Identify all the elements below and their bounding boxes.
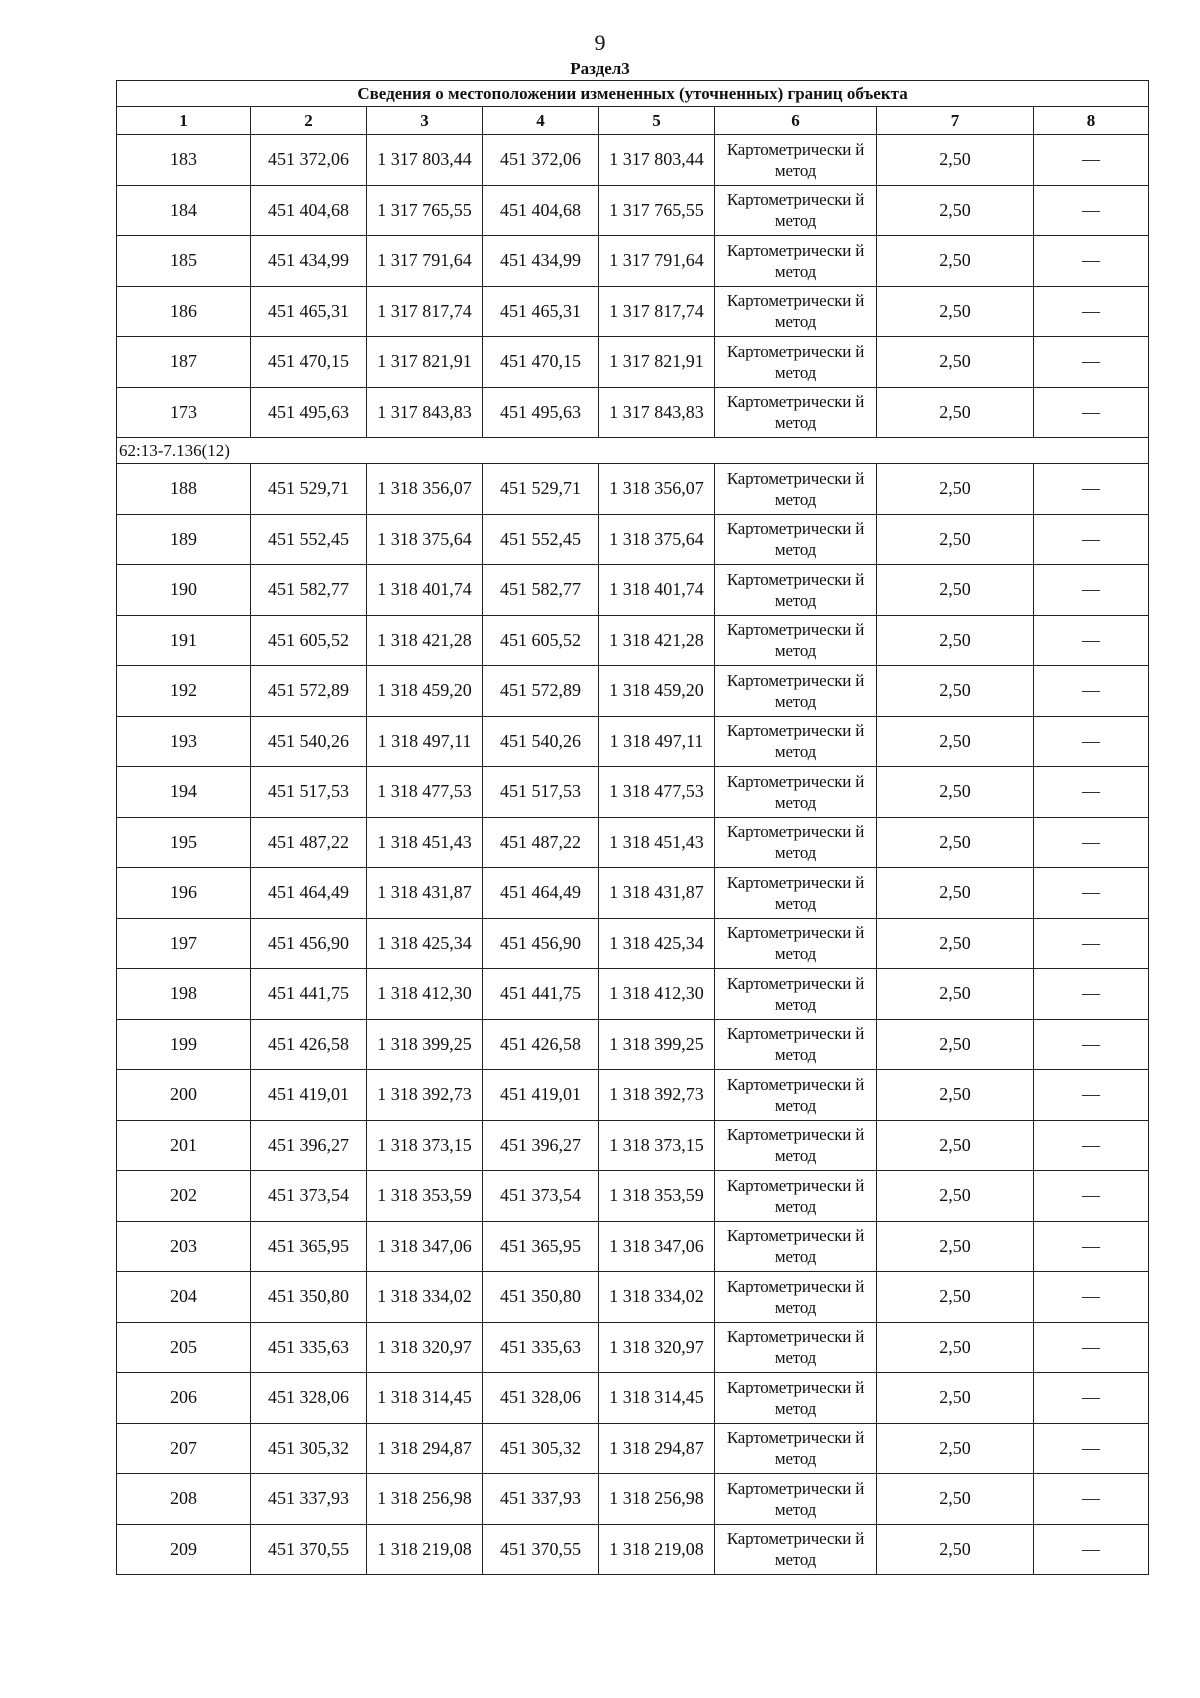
table-row bbox=[117, 337, 1149, 388]
cell-accuracy: 2,50 bbox=[877, 514, 1034, 565]
cell-new-x: 451 441,75 bbox=[483, 969, 599, 1020]
cell-point-number: 194 bbox=[117, 767, 251, 818]
table-row bbox=[117, 1070, 1149, 1121]
table-row bbox=[117, 565, 1149, 616]
column-header: 7 bbox=[877, 107, 1034, 135]
cell-old-y: 1 318 425,34 bbox=[367, 918, 483, 969]
cell-accuracy: 2,50 bbox=[877, 1221, 1034, 1272]
cell-old-x: 451 328,06 bbox=[251, 1373, 367, 1424]
table-row bbox=[117, 918, 1149, 969]
cell-new-x: 451 426,58 bbox=[483, 1019, 599, 1070]
cell-method: Картометрически й метод bbox=[715, 1524, 877, 1575]
cell-point-number: 193 bbox=[117, 716, 251, 767]
cell-new-y: 1 318 375,64 bbox=[599, 514, 715, 565]
cell-old-x: 451 419,01 bbox=[251, 1070, 367, 1121]
cell-point-number: 183 bbox=[117, 135, 251, 186]
cell-new-x: 451 350,80 bbox=[483, 1272, 599, 1323]
column-header: 5 bbox=[599, 107, 715, 135]
cell-description: — bbox=[1034, 1070, 1149, 1121]
cell-old-y: 1 318 497,11 bbox=[367, 716, 483, 767]
cell-point-number: 196 bbox=[117, 868, 251, 919]
cell-new-x: 451 605,52 bbox=[483, 615, 599, 666]
cell-method: Картометрически й метод bbox=[715, 767, 877, 818]
cell-old-x: 451 434,99 bbox=[251, 236, 367, 287]
cell-method: Картометрически й метод bbox=[715, 1120, 877, 1171]
cell-new-x: 451 464,49 bbox=[483, 868, 599, 919]
cell-new-x: 451 305,32 bbox=[483, 1423, 599, 1474]
cell-new-x: 451 396,27 bbox=[483, 1120, 599, 1171]
cell-description: — bbox=[1034, 337, 1149, 388]
cell-method: Картометрически й метод bbox=[715, 1423, 877, 1474]
cell-new-y: 1 317 803,44 bbox=[599, 135, 715, 186]
cell-description: — bbox=[1034, 464, 1149, 515]
cell-accuracy: 2,50 bbox=[877, 1322, 1034, 1373]
cell-description: — bbox=[1034, 185, 1149, 236]
cell-accuracy: 2,50 bbox=[877, 1423, 1034, 1474]
cell-accuracy: 2,50 bbox=[877, 1272, 1034, 1323]
cell-old-x: 451 470,15 bbox=[251, 337, 367, 388]
cell-new-y: 1 318 334,02 bbox=[599, 1272, 715, 1323]
cell-accuracy: 2,50 bbox=[877, 1373, 1034, 1424]
cell-old-y: 1 317 817,74 bbox=[367, 286, 483, 337]
cell-point-number: 202 bbox=[117, 1171, 251, 1222]
table-header-row bbox=[117, 107, 1149, 135]
cell-accuracy: 2,50 bbox=[877, 464, 1034, 515]
cell-accuracy: 2,50 bbox=[877, 868, 1034, 919]
cell-old-y: 1 318 294,87 bbox=[367, 1423, 483, 1474]
cell-old-y: 1 318 353,59 bbox=[367, 1171, 483, 1222]
table-row bbox=[117, 1524, 1149, 1575]
cell-new-x: 451 487,22 bbox=[483, 817, 599, 868]
table-row bbox=[117, 716, 1149, 767]
cell-new-x: 451 404,68 bbox=[483, 185, 599, 236]
cell-method: Картометрически й метод bbox=[715, 387, 877, 438]
column-header: 6 bbox=[715, 107, 877, 135]
table-row bbox=[117, 1120, 1149, 1171]
cell-old-y: 1 318 219,08 bbox=[367, 1524, 483, 1575]
cell-description: — bbox=[1034, 387, 1149, 438]
cell-new-x: 451 434,99 bbox=[483, 236, 599, 287]
cell-old-y: 1 317 821,91 bbox=[367, 337, 483, 388]
cell-new-y: 1 318 497,11 bbox=[599, 716, 715, 767]
cell-new-x: 451 335,63 bbox=[483, 1322, 599, 1373]
cell-method: Картометрически й метод bbox=[715, 1474, 877, 1525]
cell-new-y: 1 318 353,59 bbox=[599, 1171, 715, 1222]
cell-new-y: 1 318 347,06 bbox=[599, 1221, 715, 1272]
cell-new-x: 451 529,71 bbox=[483, 464, 599, 515]
cell-old-y: 1 317 791,64 bbox=[367, 236, 483, 287]
table-body bbox=[117, 135, 1149, 1575]
cell-old-x: 451 465,31 bbox=[251, 286, 367, 337]
cell-point-number: 191 bbox=[117, 615, 251, 666]
cell-description: — bbox=[1034, 817, 1149, 868]
cell-description: — bbox=[1034, 1322, 1149, 1373]
cell-accuracy: 2,50 bbox=[877, 1524, 1034, 1575]
cell-description: — bbox=[1034, 1171, 1149, 1222]
cell-old-y: 1 318 412,30 bbox=[367, 969, 483, 1020]
cell-new-x: 451 373,54 bbox=[483, 1171, 599, 1222]
cell-old-x: 451 552,45 bbox=[251, 514, 367, 565]
cell-old-x: 451 370,55 bbox=[251, 1524, 367, 1575]
cell-old-x: 451 441,75 bbox=[251, 969, 367, 1020]
cell-old-y: 1 318 356,07 bbox=[367, 464, 483, 515]
cell-accuracy: 2,50 bbox=[877, 1474, 1034, 1525]
cell-method: Картометрически й метод bbox=[715, 969, 877, 1020]
cell-method: Картометрически й метод bbox=[715, 716, 877, 767]
cell-new-y: 1 318 431,87 bbox=[599, 868, 715, 919]
cell-old-x: 451 495,63 bbox=[251, 387, 367, 438]
cell-accuracy: 2,50 bbox=[877, 1019, 1034, 1070]
cell-old-x: 451 373,54 bbox=[251, 1171, 367, 1222]
cell-old-y: 1 318 451,43 bbox=[367, 817, 483, 868]
cell-point-number: 200 bbox=[117, 1070, 251, 1121]
cell-method: Картометрически й метод bbox=[715, 615, 877, 666]
table-row bbox=[117, 969, 1149, 1020]
table-row bbox=[117, 1171, 1149, 1222]
cell-old-y: 1 318 399,25 bbox=[367, 1019, 483, 1070]
cell-new-y: 1 318 425,34 bbox=[599, 918, 715, 969]
cell-old-x: 451 396,27 bbox=[251, 1120, 367, 1171]
cell-new-y: 1 317 791,64 bbox=[599, 236, 715, 287]
cell-point-number: 206 bbox=[117, 1373, 251, 1424]
cell-point-number: 186 bbox=[117, 286, 251, 337]
boundary-coordinates-table bbox=[116, 80, 1149, 1575]
table-row bbox=[117, 1474, 1149, 1525]
cell-new-x: 451 328,06 bbox=[483, 1373, 599, 1424]
cell-old-x: 451 464,49 bbox=[251, 868, 367, 919]
cell-description: — bbox=[1034, 716, 1149, 767]
cell-new-x: 451 470,15 bbox=[483, 337, 599, 388]
table-caption-row bbox=[117, 81, 1149, 107]
cell-point-number: 204 bbox=[117, 1272, 251, 1323]
cell-old-y: 1 318 347,06 bbox=[367, 1221, 483, 1272]
cell-old-y: 1 317 765,55 bbox=[367, 185, 483, 236]
cell-old-y: 1 318 373,15 bbox=[367, 1120, 483, 1171]
cell-new-y: 1 318 373,15 bbox=[599, 1120, 715, 1171]
cell-old-x: 451 350,80 bbox=[251, 1272, 367, 1323]
cell-new-x: 451 372,06 bbox=[483, 135, 599, 186]
cell-method: Картометрически й метод bbox=[715, 514, 877, 565]
cell-description: — bbox=[1034, 1120, 1149, 1171]
cell-description: — bbox=[1034, 1373, 1149, 1424]
cell-point-number: 189 bbox=[117, 514, 251, 565]
cell-description: — bbox=[1034, 565, 1149, 616]
cell-description: — bbox=[1034, 1524, 1149, 1575]
table-row bbox=[117, 1019, 1149, 1070]
cell-point-number: 209 bbox=[117, 1524, 251, 1575]
cell-new-y: 1 318 477,53 bbox=[599, 767, 715, 818]
cell-point-number: 188 bbox=[117, 464, 251, 515]
cell-point-number: 173 bbox=[117, 387, 251, 438]
cell-method: Картометрически й метод bbox=[715, 135, 877, 186]
column-header: 4 bbox=[483, 107, 599, 135]
table-row bbox=[117, 666, 1149, 717]
cell-point-number: 207 bbox=[117, 1423, 251, 1474]
cell-point-number: 184 bbox=[117, 185, 251, 236]
cell-old-y: 1 318 421,28 bbox=[367, 615, 483, 666]
cell-method: Картометрически й метод bbox=[715, 1322, 877, 1373]
cell-new-y: 1 318 401,74 bbox=[599, 565, 715, 616]
cell-accuracy: 2,50 bbox=[877, 387, 1034, 438]
table-row bbox=[117, 615, 1149, 666]
cell-old-y: 1 318 334,02 bbox=[367, 1272, 483, 1323]
cell-point-number: 199 bbox=[117, 1019, 251, 1070]
cell-method: Картометрически й метод bbox=[715, 868, 877, 919]
cell-old-y: 1 318 256,98 bbox=[367, 1474, 483, 1525]
cell-method: Картометрически й метод bbox=[715, 464, 877, 515]
cell-accuracy: 2,50 bbox=[877, 1171, 1034, 1222]
cell-old-y: 1 318 314,45 bbox=[367, 1373, 483, 1424]
group-row bbox=[117, 438, 1149, 464]
cell-method: Картометрически й метод bbox=[715, 565, 877, 616]
page-number: 9 bbox=[594, 30, 606, 55]
cell-old-y: 1 318 320,97 bbox=[367, 1322, 483, 1373]
cell-point-number: 195 bbox=[117, 817, 251, 868]
column-header: 3 bbox=[367, 107, 483, 135]
table-caption: Сведения о местоположении измененных (уточненных) границ объекта bbox=[117, 81, 1149, 107]
cell-new-x: 451 572,89 bbox=[483, 666, 599, 717]
cell-old-x: 451 372,06 bbox=[251, 135, 367, 186]
group-label: 62:13-7.136(12) bbox=[117, 438, 1149, 464]
cell-method: Картометрически й метод bbox=[715, 1019, 877, 1070]
cell-accuracy: 2,50 bbox=[877, 185, 1034, 236]
cell-new-x: 451 495,63 bbox=[483, 387, 599, 438]
cell-point-number: 208 bbox=[117, 1474, 251, 1525]
table-row bbox=[117, 767, 1149, 818]
cell-new-y: 1 318 256,98 bbox=[599, 1474, 715, 1525]
cell-description: — bbox=[1034, 1221, 1149, 1272]
cell-new-y: 1 318 294,87 bbox=[599, 1423, 715, 1474]
cell-old-x: 451 426,58 bbox=[251, 1019, 367, 1070]
cell-new-y: 1 317 821,91 bbox=[599, 337, 715, 388]
cell-method: Картометрически й метод bbox=[715, 1171, 877, 1222]
table-row bbox=[117, 1373, 1149, 1424]
table-row bbox=[117, 1221, 1149, 1272]
table-row bbox=[117, 135, 1149, 186]
cell-old-x: 451 487,22 bbox=[251, 817, 367, 868]
cell-method: Картометрически й метод bbox=[715, 337, 877, 388]
cell-accuracy: 2,50 bbox=[877, 666, 1034, 717]
cell-old-x: 451 540,26 bbox=[251, 716, 367, 767]
cell-new-y: 1 317 843,83 bbox=[599, 387, 715, 438]
cell-description: — bbox=[1034, 918, 1149, 969]
cell-old-x: 451 529,71 bbox=[251, 464, 367, 515]
cell-point-number: 205 bbox=[117, 1322, 251, 1373]
cell-method: Картометрически й метод bbox=[715, 1221, 877, 1272]
cell-description: — bbox=[1034, 868, 1149, 919]
cell-old-y: 1 317 803,44 bbox=[367, 135, 483, 186]
cell-point-number: 187 bbox=[117, 337, 251, 388]
cell-old-x: 451 517,53 bbox=[251, 767, 367, 818]
cell-old-x: 451 456,90 bbox=[251, 918, 367, 969]
cell-accuracy: 2,50 bbox=[877, 337, 1034, 388]
cell-point-number: 201 bbox=[117, 1120, 251, 1171]
cell-new-x: 451 582,77 bbox=[483, 565, 599, 616]
cell-new-x: 451 465,31 bbox=[483, 286, 599, 337]
cell-new-y: 1 318 459,20 bbox=[599, 666, 715, 717]
cell-accuracy: 2,50 bbox=[877, 716, 1034, 767]
column-header: 2 bbox=[251, 107, 367, 135]
cell-point-number: 190 bbox=[117, 565, 251, 616]
cell-new-y: 1 318 392,73 bbox=[599, 1070, 715, 1121]
cell-method: Картометрически й метод bbox=[715, 286, 877, 337]
cell-new-x: 451 517,53 bbox=[483, 767, 599, 818]
table-row bbox=[117, 1423, 1149, 1474]
cell-old-x: 451 404,68 bbox=[251, 185, 367, 236]
cell-new-x: 451 337,93 bbox=[483, 1474, 599, 1525]
cell-new-y: 1 317 817,74 bbox=[599, 286, 715, 337]
cell-new-x: 451 365,95 bbox=[483, 1221, 599, 1272]
cell-old-x: 451 582,77 bbox=[251, 565, 367, 616]
cell-method: Картометрически й метод bbox=[715, 1373, 877, 1424]
table-row bbox=[117, 464, 1149, 515]
cell-description: — bbox=[1034, 767, 1149, 818]
cell-method: Картометрически й метод bbox=[715, 1272, 877, 1323]
table-row bbox=[117, 286, 1149, 337]
cell-accuracy: 2,50 bbox=[877, 615, 1034, 666]
cell-method: Картометрически й метод bbox=[715, 185, 877, 236]
cell-point-number: 198 bbox=[117, 969, 251, 1020]
cell-method: Картометрически й метод bbox=[715, 918, 877, 969]
table-row bbox=[117, 387, 1149, 438]
cell-old-y: 1 318 459,20 bbox=[367, 666, 483, 717]
table-row bbox=[117, 514, 1149, 565]
cell-old-y: 1 318 375,64 bbox=[367, 514, 483, 565]
cell-point-number: 203 bbox=[117, 1221, 251, 1272]
cell-description: — bbox=[1034, 615, 1149, 666]
cell-method: Картометрически й метод bbox=[715, 1070, 877, 1121]
cell-description: — bbox=[1034, 236, 1149, 287]
cell-accuracy: 2,50 bbox=[877, 1120, 1034, 1171]
cell-old-x: 451 572,89 bbox=[251, 666, 367, 717]
cell-accuracy: 2,50 bbox=[877, 1070, 1034, 1121]
cell-old-x: 451 337,93 bbox=[251, 1474, 367, 1525]
cell-method: Картометрически й метод bbox=[715, 666, 877, 717]
cell-new-y: 1 318 219,08 bbox=[599, 1524, 715, 1575]
table-row bbox=[117, 185, 1149, 236]
cell-method: Картометрически й метод bbox=[715, 817, 877, 868]
cell-old-y: 1 318 392,73 bbox=[367, 1070, 483, 1121]
cell-new-y: 1 318 314,45 bbox=[599, 1373, 715, 1424]
cell-old-y: 1 317 843,83 bbox=[367, 387, 483, 438]
cell-old-x: 451 305,32 bbox=[251, 1423, 367, 1474]
cell-new-y: 1 318 356,07 bbox=[599, 464, 715, 515]
cell-old-x: 451 605,52 bbox=[251, 615, 367, 666]
cell-accuracy: 2,50 bbox=[877, 918, 1034, 969]
table-row bbox=[117, 1272, 1149, 1323]
cell-new-y: 1 317 765,55 bbox=[599, 185, 715, 236]
section-title: Раздел3 bbox=[570, 59, 630, 78]
cell-old-x: 451 365,95 bbox=[251, 1221, 367, 1272]
cell-description: — bbox=[1034, 1272, 1149, 1323]
cell-old-y: 1 318 477,53 bbox=[367, 767, 483, 818]
cell-description: — bbox=[1034, 969, 1149, 1020]
cell-description: — bbox=[1034, 1019, 1149, 1070]
column-header: 8 bbox=[1034, 107, 1149, 135]
table-row bbox=[117, 1322, 1149, 1373]
cell-new-x: 451 540,26 bbox=[483, 716, 599, 767]
cell-point-number: 192 bbox=[117, 666, 251, 717]
column-header: 1 bbox=[117, 107, 251, 135]
cell-accuracy: 2,50 bbox=[877, 236, 1034, 287]
cell-new-y: 1 318 320,97 bbox=[599, 1322, 715, 1373]
table-row bbox=[117, 236, 1149, 287]
cell-new-x: 451 552,45 bbox=[483, 514, 599, 565]
cell-accuracy: 2,50 bbox=[877, 286, 1034, 337]
cell-new-y: 1 318 412,30 bbox=[599, 969, 715, 1020]
cell-new-x: 451 419,01 bbox=[483, 1070, 599, 1121]
cell-old-y: 1 318 401,74 bbox=[367, 565, 483, 616]
cell-new-y: 1 318 451,43 bbox=[599, 817, 715, 868]
cell-accuracy: 2,50 bbox=[877, 817, 1034, 868]
cell-description: — bbox=[1034, 135, 1149, 186]
cell-description: — bbox=[1034, 1423, 1149, 1474]
cell-new-x: 451 456,90 bbox=[483, 918, 599, 969]
cell-description: — bbox=[1034, 666, 1149, 717]
cell-old-y: 1 318 431,87 bbox=[367, 868, 483, 919]
cell-new-y: 1 318 421,28 bbox=[599, 615, 715, 666]
cell-accuracy: 2,50 bbox=[877, 767, 1034, 818]
table-row bbox=[117, 868, 1149, 919]
cell-accuracy: 2,50 bbox=[877, 565, 1034, 616]
cell-accuracy: 2,50 bbox=[877, 969, 1034, 1020]
cell-description: — bbox=[1034, 1474, 1149, 1525]
cell-description: — bbox=[1034, 286, 1149, 337]
cell-point-number: 197 bbox=[117, 918, 251, 969]
table-row bbox=[117, 817, 1149, 868]
cell-point-number: 185 bbox=[117, 236, 251, 287]
cell-new-y: 1 318 399,25 bbox=[599, 1019, 715, 1070]
cell-accuracy: 2,50 bbox=[877, 135, 1034, 186]
cell-description: — bbox=[1034, 514, 1149, 565]
cell-old-x: 451 335,63 bbox=[251, 1322, 367, 1373]
cell-method: Картометрически й метод bbox=[715, 236, 877, 287]
cell-new-x: 451 370,55 bbox=[483, 1524, 599, 1575]
